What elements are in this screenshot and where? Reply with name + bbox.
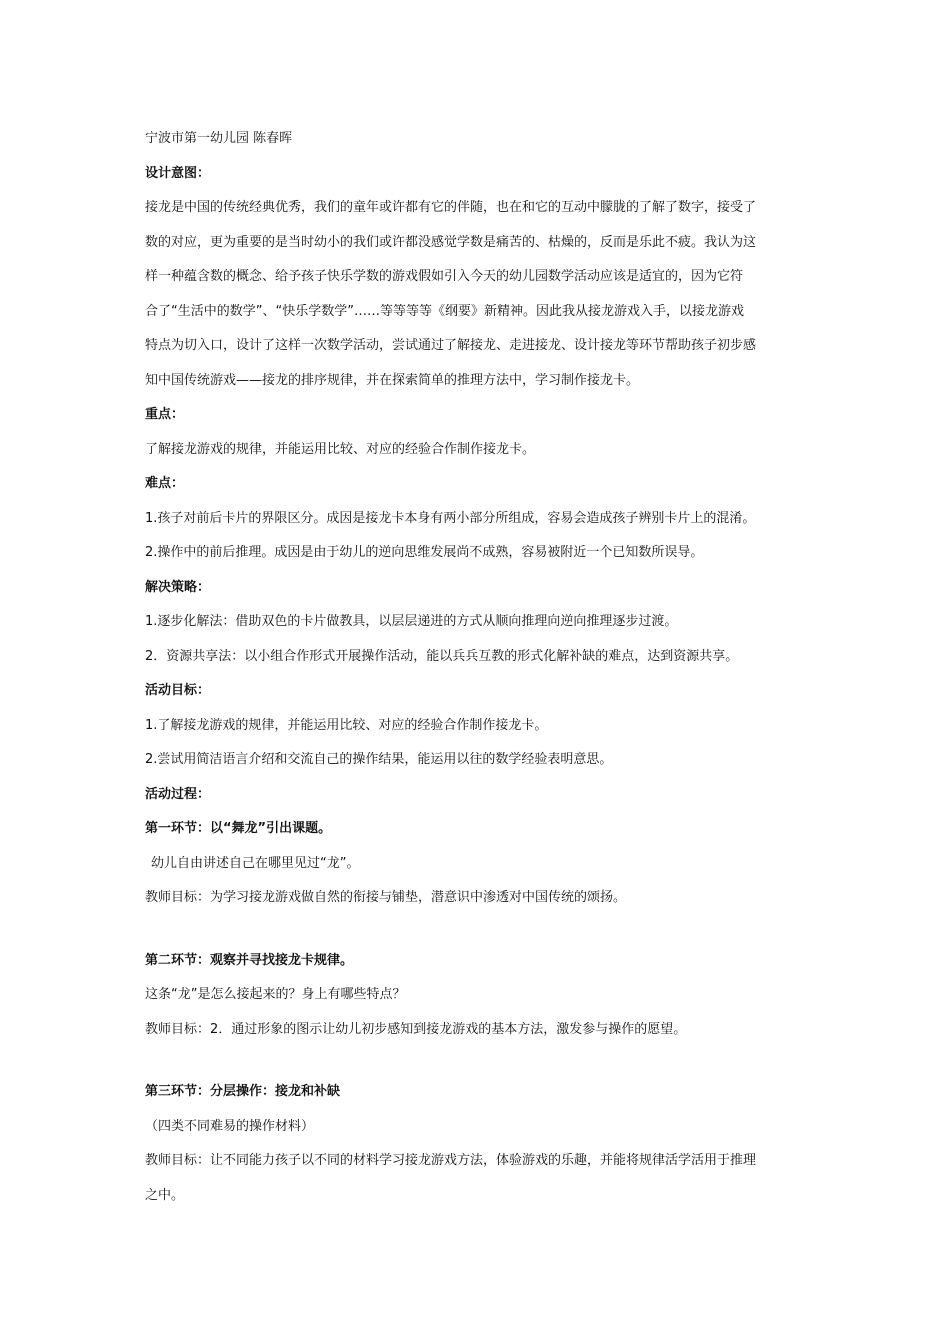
step1-title: 第一环节：以“舞龙”引出课题。 <box>145 821 332 836</box>
step1-goal: 教师目标：为学习接龙游戏做自然的衔接与铺垫，潜意识中渗透对中国传统的颂扬。 <box>145 890 627 905</box>
difficulty-heading: 难点： <box>145 476 185 491</box>
goals-heading: 活动目标： <box>145 683 211 698</box>
step3-title: 第三环节：分层操作：接龙和补缺 <box>145 1084 341 1099</box>
strategy-item: 2．资源共享法：以小组合作形式开展操作活动，能以兵兵互教的形式化解补缺的难点，达到资源共享。 <box>145 648 739 664</box>
design-intent-heading: 设计意图： <box>145 165 211 181</box>
paragraph-line: 特点为切入口，设计了这样一次数学活动，尝试通过了解接龙、走进接龙、设计接龙等环节帮助孩子初步感 <box>145 338 757 353</box>
paragraph-line: 知中国传统游戏——接龙的排序规律，并在探索简单的推理方法中，学习制作接龙卡。 <box>145 372 640 388</box>
goal-item: 1.了解接龙游戏的规律，并能运用比较、对应的经验合作制作接龙卡。 <box>145 717 548 733</box>
paragraph-line: 数的对应，更为重要的是当时幼小的我们或许都没感觉学数是痛苦的、枯燥的，反而是乐此不疲。我认为这 <box>145 234 757 250</box>
difficulty-item: 1.孩子对前后卡片的界限区分。成因是接龙卡本身有两小部分所组成，容易会造成孩子辨别卡片上的混淆。 <box>145 510 756 526</box>
step3-goal-line: 之中。 <box>145 1187 185 1203</box>
step1-text: 幼儿自由讲述自己在哪里见过“龙”。 <box>151 855 360 871</box>
key-point-heading: 重点： <box>145 407 185 422</box>
process-heading: 活动过程： <box>145 786 211 802</box>
key-point-text: 了解接龙游戏的规律，并能运用比较、对应的经验合作制作接龙卡。 <box>145 441 536 457</box>
step3-goal-line: 教师目标：让不同能力孩子以不同的材料学习接龙游戏方法，体验游戏的乐趣，并能将规律活学活用于推理 <box>145 1153 757 1168</box>
author-line: 宁波市第一幼儿园 陈春晖 <box>145 131 293 146</box>
paragraph-line: 合了“生活中的数学”、“快乐学数学”……等等等等《纲要》新精神。因此我从接龙游戏入手，以接龙游戏 <box>145 303 744 319</box>
paragraph-line: 样一种蕴含数的概念、给予孩子快乐学数的游戏假如引入今天的幼儿园数学活动应该是适宜的，因为它符 <box>145 269 744 284</box>
strategy-item: 1.逐步化解法：借助双色的卡片做教具，以层层递进的方式从顺向推理向逆向推理逐步过渡。 <box>145 614 678 629</box>
step3-text: （四类不同难易的操作材料） <box>145 1118 315 1134</box>
step2-goal: 教师目标：2．通过形象的图示让幼儿初步感知到接龙游戏的基本方法，激发参与操作的愿望。 <box>145 1021 687 1037</box>
design-intent-paragraph <box>145 191 810 398</box>
spacer <box>145 1047 810 1075</box>
goal-item: 2.尝试用简洁语言介绍和交流自己的操作结果，能运用以往的数学经验表明意思。 <box>145 752 613 767</box>
paragraph-line: 接龙是中国的传统经典优秀，我们的童年或许都有它的伴随，也在和它的互动中朦胧的了解了数字，接受了 <box>145 200 757 215</box>
document-page <box>145 122 810 1213</box>
spacer <box>145 916 810 944</box>
step2-text: 这条“龙”是怎么接起来的？身上有哪些特点？ <box>145 987 406 1002</box>
difficulty-item: 2.操作中的前后推理。成因是由于幼儿的逆向思维发展尚不成熟，容易被附近一个已知数所误导。 <box>145 545 704 560</box>
step2-title: 第二环节：观察并寻找接龙卡规律。 <box>145 952 354 968</box>
strategy-heading: 解决策略： <box>145 579 211 595</box>
